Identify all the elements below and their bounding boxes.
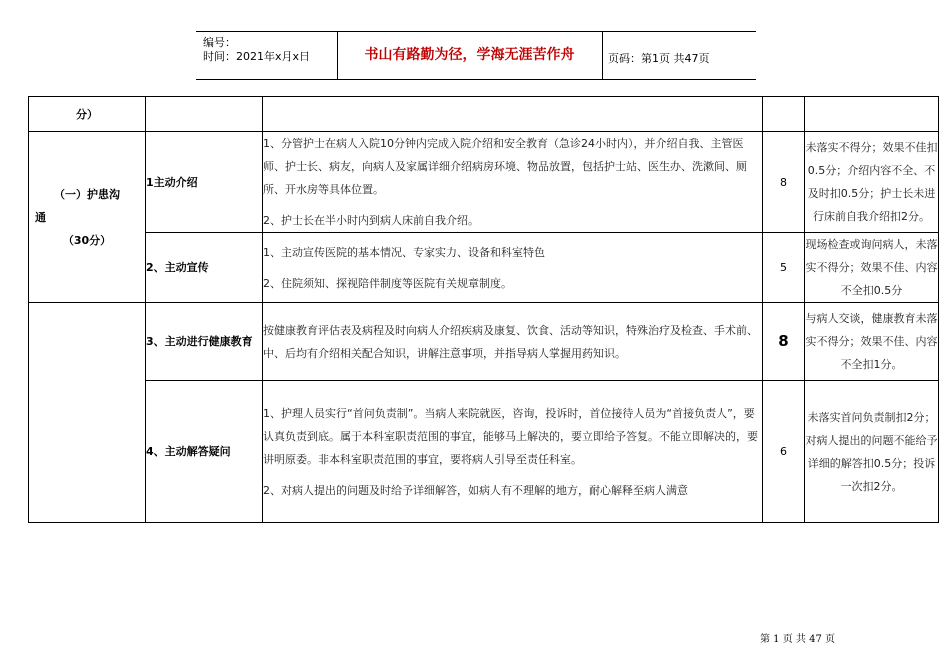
header-divider <box>602 31 603 80</box>
table-row <box>29 97 939 132</box>
item-score: 5 <box>763 233 805 303</box>
category-cell <box>29 303 146 523</box>
item-title: 2、主动宣传 <box>146 233 263 303</box>
item-criteria: 未落实首问负责制扣2分；对病人提出的问题不能给予详细的解答扣0.5分；投诉一次扣2分。 <box>805 381 939 523</box>
evaluation-table <box>28 96 939 523</box>
category-cell <box>29 132 146 303</box>
category-text: （一）护患沟 <box>54 187 120 201</box>
item-criteria: 与病人交谈，健康教育未落实不得分；效果不佳、内容不全扣1分。 <box>805 303 939 381</box>
item-content: 1、护理人员实行“首问负责制”。当病人来院就医，咨询，投诉时，首位接待人员为“首接负责人”，要认真负责到底。属于本科室职责范围的事宜，能够马上解决的，要立即给予答复。不能立即解决的，要讲明原委。非本科室职责范围的事宜，要将病人引导至责任科室。 2、对病人提出的问题及时给予详细解答，如病人有不理解的地方，耐心解释至病人满意 <box>263 381 763 523</box>
header-bottom-rule <box>196 79 756 80</box>
header-page-label: 页码：第1页 共47页 <box>608 52 710 65</box>
item-content: 1、分管护士在病人入院10分钟内完成入院介绍和安全教育（急诊24小时内），并介绍自我、主管医师、护士长、病友，向病人及家属详细介绍病房环境、物品放置，包括护士站、医生办、洗漱间、厕所、开水房等具体位置。 2、护士长在半小时内到病人床前自我介绍。 <box>263 132 763 233</box>
category-text: 通 <box>35 210 46 224</box>
item-title: 4、主动解答疑问 <box>146 381 263 523</box>
item-criteria: 未落实不得分；效果不佳扣0.5分；介绍内容不全、不及时扣0.5分；护士长未进行床前自我介绍扣2分。 <box>805 132 939 233</box>
header-time-label: 时间：2021年x月x日 <box>203 50 311 63</box>
table-row <box>29 381 939 523</box>
category-cell: 分） <box>29 97 146 132</box>
page-footer: 第 1 页 共 47 页 <box>760 634 835 645</box>
header-motto: 书山有路勤为径，学海无涯苦作舟 <box>364 47 575 63</box>
item-score: 8 <box>763 132 805 233</box>
item-score: 8 <box>763 303 805 381</box>
item-content: 1、主动宣传医院的基本情况、专家实力、设备和科室特色 2、住院须知、探视陪伴制度等医院有关规章制度。 <box>263 233 763 303</box>
category-text: （30分） <box>62 233 112 247</box>
header-number-label: 编号： <box>203 36 236 49</box>
item-title: 3、主动进行健康教育 <box>146 303 263 381</box>
table-row <box>29 233 939 303</box>
item-score: 6 <box>763 381 805 523</box>
item-title: 1主动介绍 <box>146 132 263 233</box>
item-criteria: 现场检查或询问病人，未落实不得分；效果不佳、内容不全扣0.5分 <box>805 233 939 303</box>
item-content: 按健康教育评估表及病程及时向病人介绍疾病及康复、饮食、活动等知识，特殊治疗及检查、手术前、中、后均有介绍相关配合知识，讲解注意事项，并指导病人掌握用药知识。 <box>263 303 763 381</box>
table-row <box>29 303 939 381</box>
table-row <box>29 132 939 233</box>
header-top-rule <box>196 31 756 32</box>
